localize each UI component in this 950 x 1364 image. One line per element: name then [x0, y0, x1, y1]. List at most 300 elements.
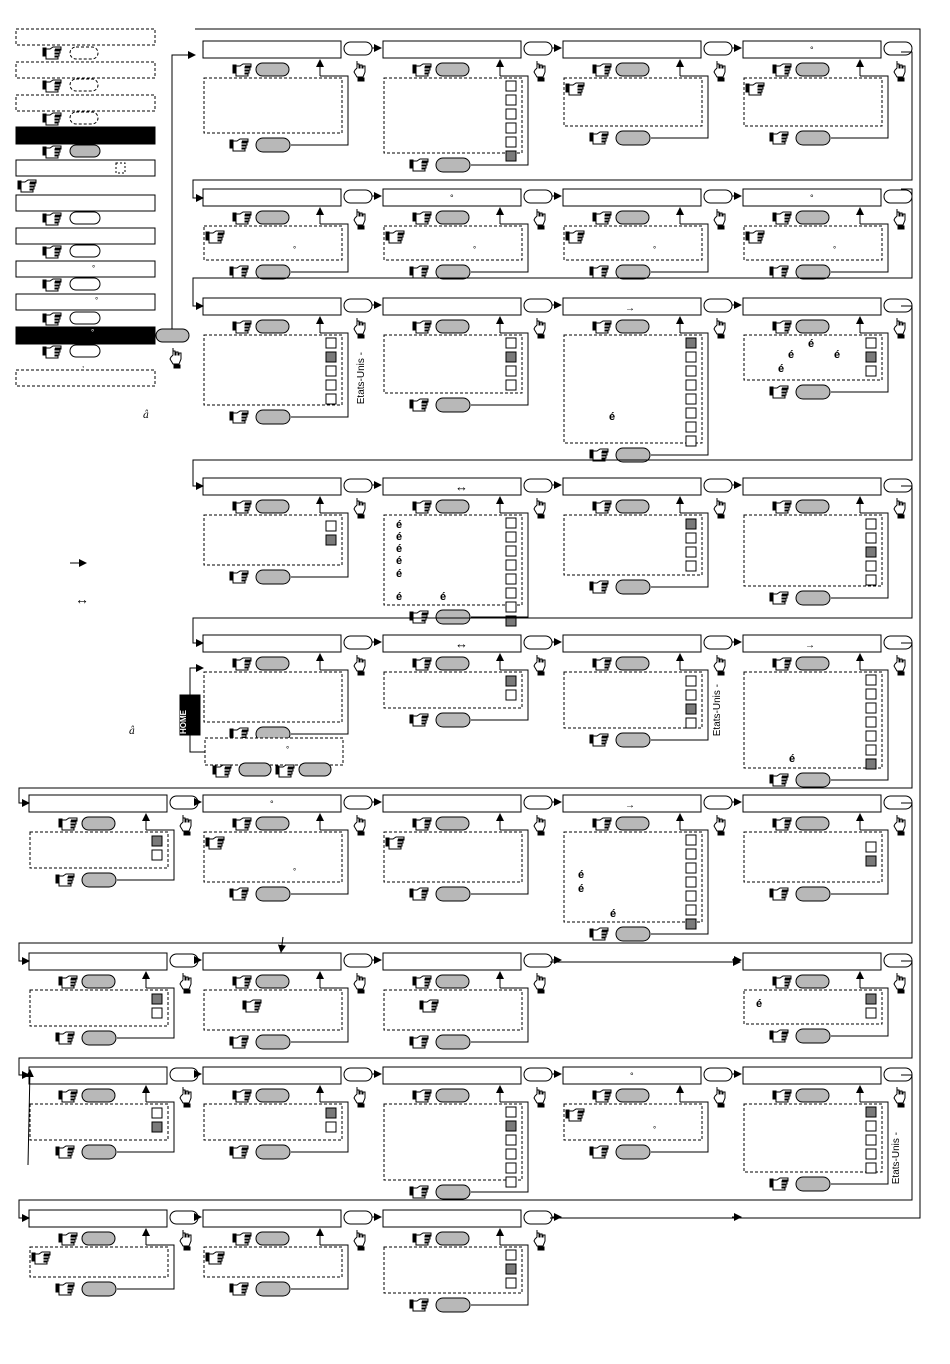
- option-checkbox[interactable]: [686, 704, 696, 714]
- pointing-hand-icon: [593, 212, 611, 224]
- screen-header: [563, 189, 701, 206]
- confirm-button[interactable]: [436, 1185, 470, 1199]
- pointing-hand-icon: [43, 213, 61, 225]
- enter-button[interactable]: [156, 329, 189, 342]
- next-button[interactable]: [170, 796, 198, 809]
- pointing-hand-icon: [770, 774, 788, 786]
- next-button[interactable]: [344, 954, 372, 967]
- pointing-hand-icon: [230, 1146, 248, 1158]
- select-button[interactable]: [796, 817, 829, 830]
- pointing-hand-icon: [243, 1000, 261, 1012]
- pointing-hand-icon: [413, 1233, 431, 1245]
- confirm-button[interactable]: [82, 1282, 116, 1296]
- option-checkbox[interactable]: [506, 532, 516, 542]
- option-checkbox[interactable]: [506, 151, 516, 161]
- confirm-button[interactable]: [256, 265, 290, 279]
- option-checkbox[interactable]: [686, 547, 696, 557]
- confirm-button[interactable]: [436, 713, 470, 727]
- next-button[interactable]: [524, 954, 552, 967]
- confirm-button[interactable]: [82, 1031, 116, 1045]
- next-button[interactable]: [170, 1211, 198, 1224]
- option-checkbox[interactable]: [686, 519, 696, 529]
- dashed-button[interactable]: [70, 112, 98, 124]
- option-checkbox[interactable]: [152, 836, 162, 846]
- pointing-hand-icon: [773, 1090, 791, 1102]
- option-checkbox[interactable]: [506, 81, 516, 91]
- option-panel: [744, 1104, 882, 1172]
- option-checkbox[interactable]: [866, 1149, 876, 1159]
- option-checkbox[interactable]: [686, 380, 696, 390]
- option-checkbox[interactable]: [506, 137, 516, 147]
- pointing-hand-icon: [410, 1036, 428, 1048]
- option-checkbox[interactable]: [506, 546, 516, 556]
- option-checkbox[interactable]: [326, 521, 336, 531]
- option-checkbox[interactable]: [686, 849, 696, 859]
- pointing-hand-icon: [566, 83, 584, 95]
- confirm-button[interactable]: [436, 610, 470, 624]
- raised-hand-icon: [894, 973, 905, 993]
- option-checkbox[interactable]: [506, 1177, 516, 1187]
- select-button[interactable]: [616, 63, 649, 76]
- option-checkbox[interactable]: [866, 575, 876, 585]
- option-checkbox[interactable]: [686, 690, 696, 700]
- next-button[interactable]: [170, 1068, 198, 1081]
- option-checkbox[interactable]: [686, 338, 696, 348]
- confirm-button[interactable]: [256, 1145, 290, 1159]
- option-checkbox[interactable]: [152, 1122, 162, 1132]
- option-checkbox[interactable]: [686, 676, 696, 686]
- option-checkbox[interactable]: [506, 1163, 516, 1173]
- option-checkbox[interactable]: [686, 919, 696, 929]
- option-checkbox[interactable]: [866, 338, 876, 348]
- raised-hand-icon: [180, 1230, 191, 1250]
- pointing-hand-icon: [593, 64, 611, 76]
- select-button[interactable]: [436, 1232, 469, 1245]
- pointing-hand-icon: [413, 321, 431, 333]
- next-button[interactable]: [524, 636, 552, 649]
- option-checkbox[interactable]: [506, 123, 516, 133]
- next-button[interactable]: [524, 796, 552, 809]
- option-checkbox[interactable]: [326, 535, 336, 545]
- option-checkbox[interactable]: [506, 602, 516, 612]
- option-checkbox[interactable]: [506, 574, 516, 584]
- option-checkbox[interactable]: [866, 533, 876, 543]
- option-checkbox[interactable]: [326, 366, 336, 376]
- menu-line-7: [16, 261, 155, 277]
- confirm-button[interactable]: [796, 131, 830, 145]
- pointing-hand-icon: [770, 888, 788, 900]
- select-button[interactable]: [616, 320, 649, 333]
- confirm-button[interactable]: [796, 591, 830, 605]
- degree-mark: °: [653, 245, 657, 254]
- confirm-button[interactable]: [256, 570, 290, 584]
- confirm-button[interactable]: [796, 385, 830, 399]
- dashed-button[interactable]: [70, 79, 98, 91]
- next-button[interactable]: [704, 479, 732, 492]
- raised-hand-icon: [714, 498, 725, 518]
- select-button[interactable]: [796, 211, 829, 224]
- option-checkbox[interactable]: [506, 518, 516, 528]
- pointing-hand-icon: [56, 1032, 74, 1044]
- confirm-button[interactable]: [256, 1282, 290, 1296]
- option-checkbox[interactable]: [866, 1163, 876, 1173]
- header-arrow: →: [625, 303, 635, 314]
- raised-hand-icon: [354, 61, 365, 81]
- option-panel: [564, 672, 702, 728]
- next-button[interactable]: [344, 1068, 372, 1081]
- select-button[interactable]: [256, 211, 289, 224]
- option-checkbox[interactable]: [866, 1135, 876, 1145]
- select-button[interactable]: [436, 657, 469, 670]
- option-panel: [204, 990, 342, 1030]
- option-checkbox[interactable]: [326, 380, 336, 390]
- confirm-button[interactable]: [436, 1298, 470, 1312]
- select-button[interactable]: [256, 657, 289, 670]
- option-checkbox[interactable]: [866, 731, 876, 741]
- pointing-hand-icon: [18, 180, 36, 192]
- raised-hand-icon: [894, 655, 905, 675]
- e-acute-label: é: [396, 591, 403, 603]
- next-button[interactable]: [344, 190, 372, 203]
- option-checkbox[interactable]: [686, 533, 696, 543]
- option-checkbox[interactable]: [866, 519, 876, 529]
- etats-unis-label-1: Etats-Unis -: [356, 352, 367, 405]
- next-button[interactable]: [344, 42, 372, 55]
- select-button[interactable]: [256, 1089, 289, 1102]
- option-checkbox[interactable]: [506, 1278, 516, 1288]
- next-button[interactable]: [524, 299, 552, 312]
- confirm-button[interactable]: [796, 1177, 830, 1191]
- confirm-button[interactable]: [82, 1145, 116, 1159]
- option-panel: [384, 226, 522, 260]
- option-checkbox[interactable]: [686, 408, 696, 418]
- confirm-button[interactable]: [256, 1035, 290, 1049]
- option-checkbox[interactable]: [152, 850, 162, 860]
- option-panel: [384, 832, 522, 882]
- option-checkbox[interactable]: [866, 689, 876, 699]
- option-checkbox[interactable]: [686, 561, 696, 571]
- select-button[interactable]: [796, 320, 829, 333]
- etats-unis-label-2: Etats-Unis -: [712, 684, 723, 737]
- option-panel: [204, 1247, 342, 1277]
- option-checkbox[interactable]: [866, 1107, 876, 1117]
- select-button[interactable]: [82, 817, 115, 830]
- option-checkbox[interactable]: [686, 436, 696, 446]
- pointing-hand-icon: [230, 139, 248, 151]
- pointing-hand-icon: [213, 765, 231, 777]
- next-button[interactable]: [344, 796, 372, 809]
- confirm-button[interactable]: [796, 265, 830, 279]
- select-button[interactable]: [299, 763, 331, 776]
- option-checkbox[interactable]: [506, 380, 516, 390]
- option-checkbox[interactable]: [866, 675, 876, 685]
- screen-header: [29, 795, 167, 812]
- select-button[interactable]: [436, 1089, 469, 1102]
- degree-mark: °: [91, 328, 95, 337]
- option-panel: [564, 515, 702, 575]
- raised-hand-icon: [534, 318, 545, 338]
- confirm-button[interactable]: [616, 265, 650, 279]
- select-button[interactable]: [256, 63, 289, 76]
- small-arrow: [281, 937, 283, 952]
- header-double-arrow: ↔: [455, 636, 468, 651]
- select-button[interactable]: [616, 211, 649, 224]
- select-button[interactable]: [436, 63, 469, 76]
- select-button[interactable]: [436, 320, 469, 333]
- degree-mark: °: [473, 245, 477, 254]
- menu-line-9: [16, 370, 155, 386]
- option-checkbox[interactable]: [326, 1122, 336, 1132]
- confirm-button[interactable]: [256, 138, 290, 152]
- select-button[interactable]: [256, 500, 289, 513]
- confirm-button[interactable]: [616, 1145, 650, 1159]
- option-checkbox[interactable]: [686, 394, 696, 404]
- select-button[interactable]: [796, 500, 829, 513]
- option-checkbox[interactable]: [152, 994, 162, 1004]
- raised-hand-icon: [354, 815, 365, 835]
- next-button[interactable]: [344, 636, 372, 649]
- option-checkbox[interactable]: [686, 835, 696, 845]
- option-checkbox[interactable]: [866, 547, 876, 557]
- option-checkbox[interactable]: [686, 863, 696, 873]
- select-button[interactable]: [796, 975, 829, 988]
- option-checkbox[interactable]: [866, 366, 876, 376]
- confirm-button[interactable]: [256, 887, 290, 901]
- confirm-button[interactable]: [616, 927, 650, 941]
- select-button[interactable]: [436, 211, 469, 224]
- option-checkbox[interactable]: [506, 1264, 516, 1274]
- select-button[interactable]: [82, 1089, 115, 1102]
- confirm-button[interactable]: [436, 1035, 470, 1049]
- option-panel: [204, 335, 342, 405]
- screen-header: [383, 1210, 521, 1227]
- degree-mark: °: [810, 193, 814, 203]
- select-button[interactable]: [256, 817, 289, 830]
- option-checkbox[interactable]: [506, 690, 516, 700]
- confirm-button[interactable]: [796, 773, 830, 787]
- nav-button[interactable]: [70, 278, 100, 290]
- option-checkbox[interactable]: [866, 352, 876, 362]
- option-checkbox[interactable]: [506, 560, 516, 570]
- pointing-hand-icon: [770, 1030, 788, 1042]
- next-button[interactable]: [704, 1068, 732, 1081]
- next-button[interactable]: [704, 796, 732, 809]
- select-button[interactable]: [436, 975, 469, 988]
- e-acute-label: é: [396, 555, 403, 567]
- pointing-hand-icon: [410, 266, 428, 278]
- nav-button[interactable]: [70, 212, 100, 224]
- pointing-hand-icon: [233, 501, 251, 513]
- option-panel: [384, 990, 522, 1030]
- pointing-hand-icon: [420, 1000, 438, 1012]
- confirm-button[interactable]: [82, 873, 116, 887]
- pointing-hand-icon: [773, 976, 791, 988]
- option-checkbox[interactable]: [866, 842, 876, 852]
- select-button[interactable]: [82, 975, 115, 988]
- next-button[interactable]: [170, 954, 198, 967]
- e-acute-label: é: [789, 753, 796, 765]
- confirm-button[interactable]: [616, 131, 650, 145]
- next-button[interactable]: [704, 42, 732, 55]
- select-button[interactable]: [256, 975, 289, 988]
- option-checkbox[interactable]: [326, 352, 336, 362]
- confirm-button[interactable]: [436, 265, 470, 279]
- option-checkbox[interactable]: [866, 1121, 876, 1131]
- next-button[interactable]: [344, 299, 372, 312]
- option-checkbox[interactable]: [866, 745, 876, 755]
- option-panel: [204, 226, 342, 260]
- option-panel: [744, 515, 882, 586]
- select-button[interactable]: [256, 320, 289, 333]
- option-checkbox[interactable]: [506, 95, 516, 105]
- header-arrow: →: [805, 640, 815, 651]
- confirm-button[interactable]: [616, 580, 650, 594]
- next-button[interactable]: [524, 479, 552, 492]
- cursor-box: [116, 163, 125, 173]
- option-checkbox[interactable]: [686, 422, 696, 432]
- option-checkbox[interactable]: [506, 1250, 516, 1260]
- option-checkbox[interactable]: [506, 588, 516, 598]
- select-button[interactable]: [796, 1089, 829, 1102]
- pointing-hand-icon: [206, 231, 224, 243]
- option-panel: [30, 990, 168, 1026]
- next-button[interactable]: [704, 190, 732, 203]
- option-checkbox[interactable]: [152, 1008, 162, 1018]
- select-button[interactable]: [256, 1232, 289, 1245]
- select-button[interactable]: [616, 817, 649, 830]
- pointing-hand-icon: [59, 1090, 77, 1102]
- pointing-hand-icon: [413, 818, 431, 830]
- option-checkbox[interactable]: [866, 759, 876, 769]
- e-acute-label: é: [778, 363, 785, 375]
- screen-header: [743, 795, 881, 812]
- option-checkbox[interactable]: [506, 366, 516, 376]
- confirm-button[interactable]: [616, 733, 650, 747]
- next-button[interactable]: [524, 42, 552, 55]
- next-button[interactable]: [884, 42, 912, 55]
- option-checkbox[interactable]: [866, 561, 876, 571]
- option-checkbox[interactable]: [506, 1135, 516, 1145]
- option-checkbox[interactable]: [506, 109, 516, 119]
- option-checkbox[interactable]: [506, 1149, 516, 1159]
- confirm-button[interactable]: [796, 1029, 830, 1043]
- option-checkbox[interactable]: [506, 1107, 516, 1117]
- screen-header: [383, 1067, 521, 1084]
- option-checkbox[interactable]: [686, 877, 696, 887]
- next-button[interactable]: [524, 1068, 552, 1081]
- confirm-button[interactable]: [436, 398, 470, 412]
- pointing-hand-icon: [770, 592, 788, 604]
- option-checkbox[interactable]: [326, 338, 336, 348]
- pointing-hand-icon: [230, 571, 248, 583]
- screen-header: [203, 41, 341, 58]
- pointing-hand-icon: [413, 658, 431, 670]
- select-button[interactable]: [796, 657, 829, 670]
- option-panel: [564, 335, 702, 443]
- select-button[interactable]: [616, 500, 649, 513]
- select-button[interactable]: [239, 763, 271, 776]
- confirm-button[interactable]: [256, 410, 290, 424]
- select-button[interactable]: [82, 1232, 115, 1245]
- menu-line-6: [16, 228, 155, 244]
- next-button[interactable]: [704, 636, 732, 649]
- pointing-hand-icon: [590, 734, 608, 746]
- nav-button[interactable]: [70, 245, 100, 257]
- option-checkbox[interactable]: [506, 338, 516, 348]
- menu-header-black: [16, 127, 155, 144]
- next-button[interactable]: [704, 299, 732, 312]
- accent-label-1: â: [143, 410, 149, 421]
- select-button[interactable]: [436, 817, 469, 830]
- option-checkbox[interactable]: [326, 394, 336, 404]
- screen-header: [383, 635, 521, 652]
- pointing-hand-icon: [32, 1252, 50, 1264]
- option-checkbox[interactable]: [152, 1108, 162, 1118]
- dashed-button[interactable]: [70, 47, 98, 59]
- nav-button[interactable]: [70, 312, 100, 324]
- select-button[interactable]: [436, 500, 469, 513]
- option-checkbox[interactable]: [686, 718, 696, 728]
- raised-hand-icon: [714, 209, 725, 229]
- pointing-hand-icon: [413, 212, 431, 224]
- pointing-hand-icon: [43, 346, 61, 358]
- option-checkbox[interactable]: [506, 676, 516, 686]
- confirm-button[interactable]: [436, 887, 470, 901]
- option-checkbox[interactable]: [686, 366, 696, 376]
- e-acute-label: é: [396, 531, 403, 543]
- pointing-hand-icon: [233, 976, 251, 988]
- next-button[interactable]: [524, 1211, 552, 1224]
- screen-header: [743, 298, 881, 315]
- option-panel: [384, 672, 522, 708]
- option-checkbox[interactable]: [866, 994, 876, 1004]
- option-checkbox[interactable]: [326, 1108, 336, 1118]
- select-button[interactable]: [616, 657, 649, 670]
- option-checkbox[interactable]: [686, 352, 696, 362]
- select-button[interactable]: [616, 1089, 649, 1102]
- screen-header: [203, 953, 341, 970]
- option-panel: [744, 672, 882, 768]
- next-button[interactable]: [344, 1211, 372, 1224]
- option-checkbox[interactable]: [866, 703, 876, 713]
- nav-button[interactable]: [70, 345, 100, 357]
- option-checkbox[interactable]: [506, 1121, 516, 1131]
- raised-hand-icon: [714, 655, 725, 675]
- option-checkbox[interactable]: [866, 1008, 876, 1018]
- select-button[interactable]: [796, 63, 829, 76]
- option-checkbox[interactable]: [686, 905, 696, 915]
- option-panel: [384, 335, 522, 393]
- pointing-hand-icon: [233, 212, 251, 224]
- degree-mark: °: [653, 1125, 657, 1134]
- option-checkbox[interactable]: [506, 352, 516, 362]
- screen-header: [383, 953, 521, 970]
- pointing-hand-icon: [230, 1036, 248, 1048]
- next-button[interactable]: [524, 190, 552, 203]
- option-checkbox[interactable]: [686, 891, 696, 901]
- next-button[interactable]: [344, 479, 372, 492]
- option-checkbox[interactable]: [866, 856, 876, 866]
- confirm-button[interactable]: [436, 158, 470, 172]
- raised-hand-icon: [894, 209, 905, 229]
- select-button[interactable]: [70, 145, 100, 157]
- pointing-hand-icon: [59, 1233, 77, 1245]
- next-button[interactable]: [884, 190, 912, 203]
- menu-line-3: [16, 95, 155, 111]
- option-checkbox[interactable]: [866, 717, 876, 727]
- screen-header: [743, 478, 881, 495]
- confirm-button[interactable]: [796, 887, 830, 901]
